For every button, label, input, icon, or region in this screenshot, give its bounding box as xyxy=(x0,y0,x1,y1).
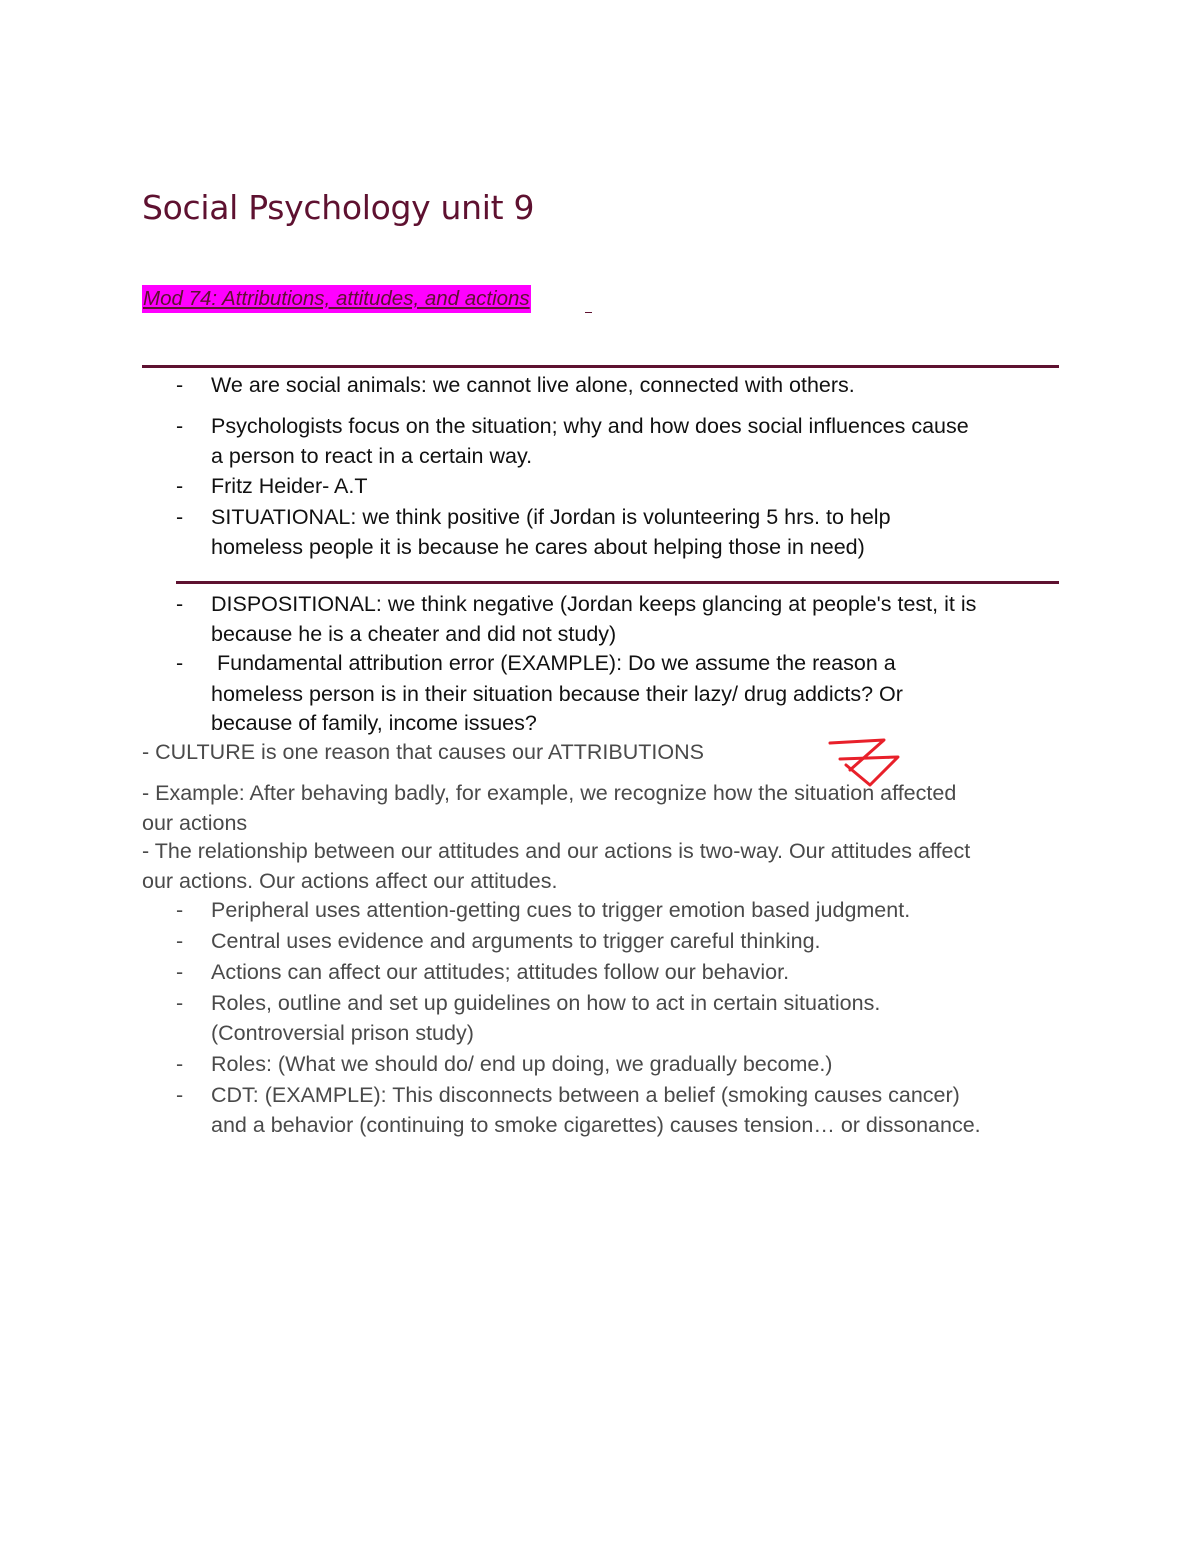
bullet-line: Central uses evidence and arguments to trigger careful thinking. xyxy=(211,929,821,953)
module-subtitle: Mod 74: Attributions, attitudes, and actions xyxy=(142,285,531,313)
page-title: Social Psychology unit 9 xyxy=(142,188,535,227)
paragraph-line: - CULTURE is one reason that causes our ATTRIBUTIONS xyxy=(142,740,704,764)
bullet-marker: - xyxy=(176,651,184,675)
bullet-line-continued: homeless person is in their situation because their lazy/ drug addicts? Or xyxy=(211,682,903,706)
paragraph-line: our actions xyxy=(142,811,248,835)
subtitle-underline-tail xyxy=(585,285,592,313)
red-annotation-mark xyxy=(826,735,902,791)
bullet-marker: - xyxy=(176,898,184,922)
divider-rule xyxy=(176,581,1059,584)
bullet-marker: - xyxy=(176,474,184,498)
bullet-line: Fundamental attribution error (EXAMPLE): Do we assume the reason a xyxy=(211,651,896,675)
paragraph-line: - The relationship between our attitudes and our actions is two-way. Our attitudes affect xyxy=(142,839,971,863)
paragraph-line: our actions. Our actions affect our attitudes. xyxy=(142,869,558,893)
bullet-marker: - xyxy=(176,1083,184,1107)
paragraph-line: - Example: After behaving badly, for example, we recognize how the situation affected xyxy=(142,781,957,805)
divider-rule xyxy=(142,365,1059,368)
bullet-line: Roles: (What we should do/ end up doing, we gradually become.) xyxy=(211,1052,833,1076)
bullet-marker: - xyxy=(176,960,184,984)
bullet-marker: - xyxy=(176,929,184,953)
bullet-line: CDT: (EXAMPLE): This disconnects between a belief (smoking causes cancer) xyxy=(211,1083,960,1107)
bullet-line: Peripheral uses attention-getting cues to trigger emotion based judgment. xyxy=(211,898,911,922)
bullet-marker: - xyxy=(176,373,184,397)
bullet-line: Roles, outline and set up guidelines on how to act in certain situations. xyxy=(211,991,881,1015)
bullet-line: Fritz Heider- A.T xyxy=(211,474,368,498)
bullet-line-continued: homeless people it is because he cares about helping those in need) xyxy=(211,535,865,559)
bullet-line: DISPOSITIONAL: we think negative (Jordan keeps glancing at people's test, it is xyxy=(211,592,977,616)
bullet-line-continued: a person to react in a certain way. xyxy=(211,444,533,468)
bullet-marker: - xyxy=(176,592,184,616)
bullet-line: We are social animals: we cannot live alone, connected with others. xyxy=(211,373,855,397)
bullet-line: Actions can affect our attitudes; attitudes follow our behavior. xyxy=(211,960,790,984)
bullet-marker: - xyxy=(176,991,184,1015)
bullet-line: SITUATIONAL: we think positive (if Jordan is volunteering 5 hrs. to help xyxy=(211,505,891,529)
bullet-marker: - xyxy=(176,505,184,529)
bullet-line-continued: because of family, income issues? xyxy=(211,711,537,735)
bullet-marker: - xyxy=(176,414,184,438)
bullet-line-continued: (Controversial prison study) xyxy=(211,1021,474,1045)
bullet-line: Psychologists focus on the situation; why and how does social influences cause xyxy=(211,414,969,438)
bullet-line-continued: and a behavior (continuing to smoke cigarettes) causes tension… or dissonance. xyxy=(211,1113,981,1137)
bullet-line-continued: because he is a cheater and did not study) xyxy=(211,622,617,646)
bullet-marker: - xyxy=(176,1052,184,1076)
